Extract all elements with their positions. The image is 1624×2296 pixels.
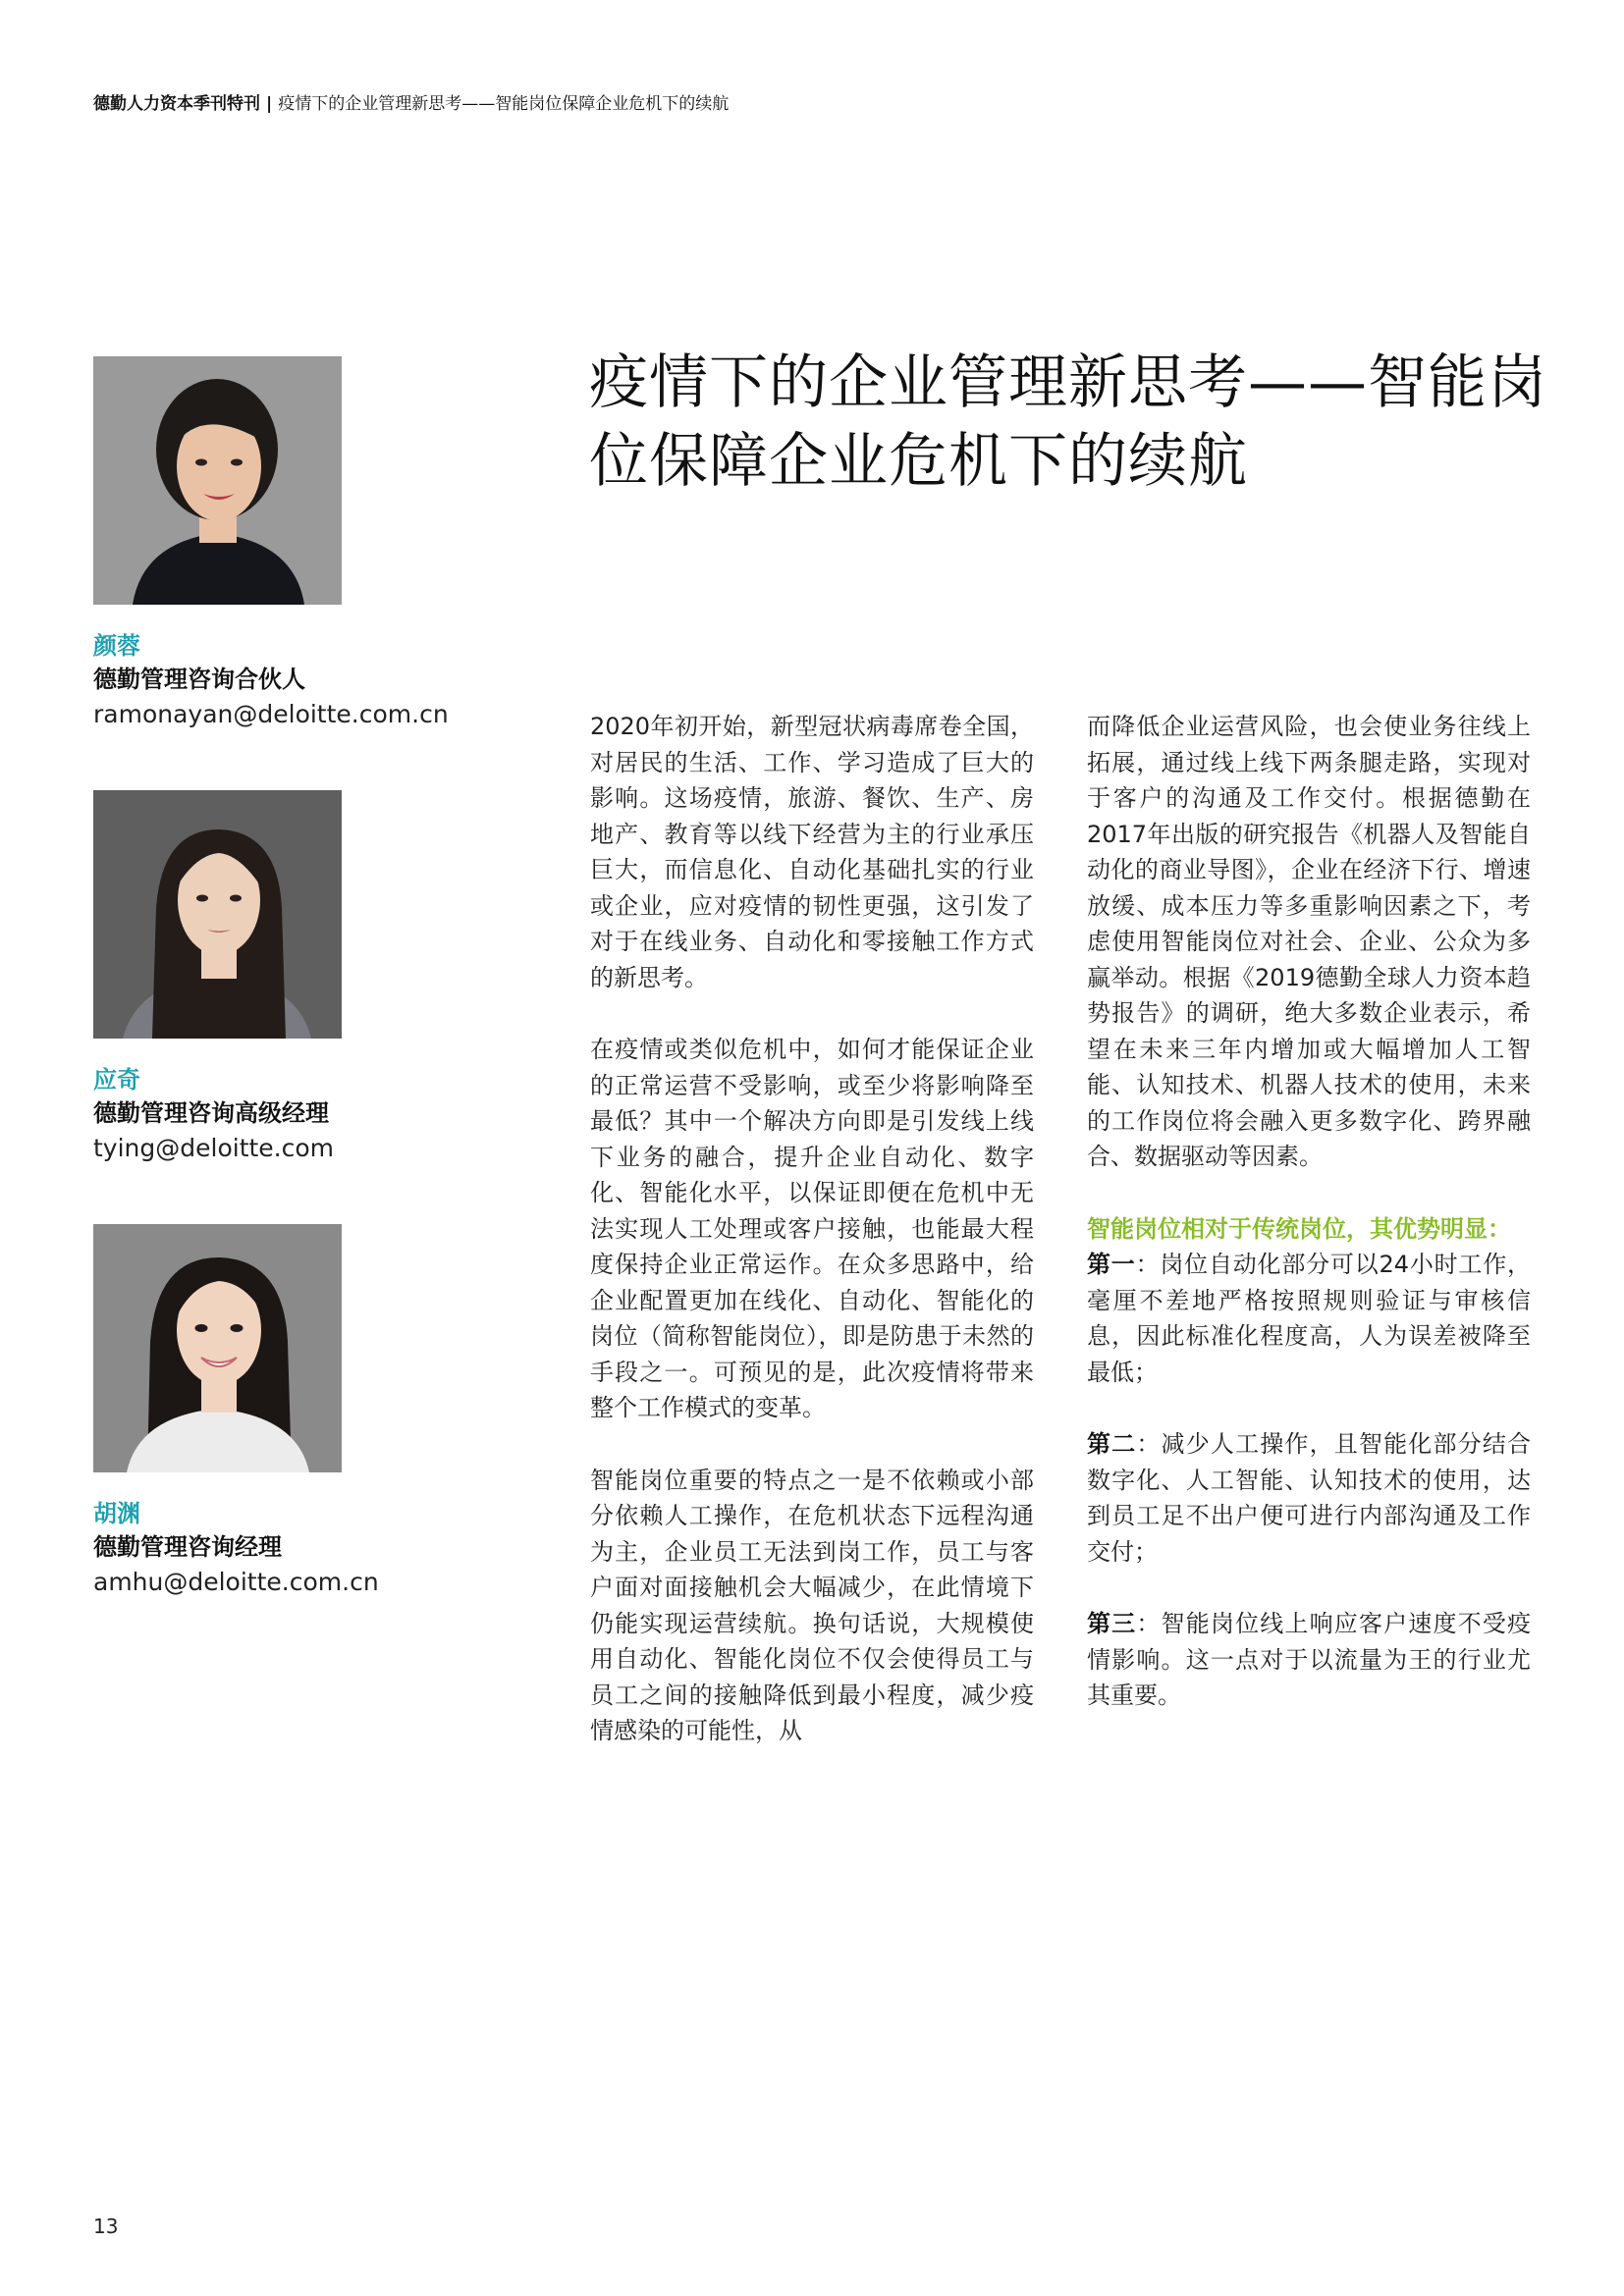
article-title: 疫情下的企业管理新思考——智能岗位保障企业危机下的续航 — [589, 348, 1547, 496]
author-card — [93, 356, 506, 732]
author-email[interactable]: ramonayan@deloitte.com.cn — [93, 700, 449, 728]
author-card — [93, 1224, 506, 1600]
author-name: 胡渊 — [93, 1500, 140, 1527]
page-number: 13 — [93, 2215, 119, 2238]
section-title: 疫情下的企业管理新思考——智能岗位保障企业危机下的续航 — [278, 94, 730, 114]
header-separator: | — [266, 94, 273, 114]
advantage-item — [1087, 1606, 1531, 1714]
author-email[interactable]: amhu@deloitte.com.cn — [93, 1568, 379, 1596]
running-header — [93, 92, 729, 116]
author-photo — [93, 1224, 342, 1472]
author-name: 应奇 — [93, 1066, 140, 1094]
body-paragraph: 智能岗位重要的特点之一是不依赖或小部分依赖人工操作，在危机状态下远程沟通为主，企业员工无法到岗工作，员工与客户面对面接触机会大幅减少，在此情境下仍能实现运营续航。换句话说，大规模使用自动化、智能化岗位不仅会使得员工与员工之间的接触降低到最小程度，减少疫情感染的可能性，从 — [590, 1466, 1034, 1744]
author-photo — [93, 790, 342, 1039]
portrait-image — [93, 356, 342, 605]
author-photo — [93, 356, 342, 605]
portrait-image — [93, 790, 342, 1039]
author-email[interactable]: tying@deloitte.com — [93, 1134, 335, 1162]
advantage-text: ：岗位自动化部分可以24小时工作，毫厘不差地严格按照规则验证与审核信息，因此标准化程度高，人为误差被降至最低； — [1087, 1251, 1532, 1386]
article-column-right — [1087, 709, 1531, 1750]
advantage-item — [1087, 1247, 1531, 1390]
advantages-heading: 智能岗位相对于传统岗位，其优势明显： — [1087, 1214, 1511, 1243]
portrait-image — [93, 1224, 342, 1472]
advantage-text: ：减少人工操作，且智能化部分结合数字化、人工智能、认知技术的使用，达到员工足不出户便可进行内部沟通及工作交付； — [1087, 1430, 1532, 1566]
author-name: 颜蓉 — [93, 632, 140, 660]
author-card — [93, 790, 506, 1166]
advantage-lead: 第三 — [1087, 1610, 1137, 1637]
body-paragraph: 在疫情或类似危机中，如何才能保证企业的正常运营不受影响，或至少将影响降至最低？其中一个解决方向即是引发线上线下业务的融合，提升企业自动化、数字化、智能化水平，以保证即便在危机中无法实现人工处理或客户接触，也能最大程度保持企业正常运作。在众多思路中，给企业配置更加在线化、自动化、智能化的岗位（简称智能岗位），即是防患于未然的手段之一。可预见的是，此次疫情将带来整个工作模式的变革。 — [590, 1036, 1034, 1421]
body-paragraph: 而降低企业运营风险，也会使业务往线上拓展，通过线上线下两条腿走路，实现对于客户的沟通及工作交付。根据德勤在2017年出版的研究报告《机器人及智能自动化的商业导图》，企业在经济下行、增速放缓、成本压力等多重影响因素之下，考虑使用智能岗位对社会、企业、公众为多赢举动。根据《2019德勤全球人力资本趋势报告》的调研，绝大多数企业表示，希望在未来三年内增加或大幅增加人工智能、认知技术、机器人技术的使用，未来的工作岗位将会融入更多数字化、跨界融合、数据驱动等因素。 — [1087, 713, 1531, 1170]
advantage-lead: 第一 — [1087, 1251, 1136, 1278]
advantage-lead: 第二 — [1087, 1430, 1137, 1458]
author-role: 德勤管理咨询合伙人 — [93, 666, 305, 693]
body-paragraph: 2020年初开始，新型冠状病毒席卷全国，对居民的生活、工作、学习造成了巨大的影响。这场疫情，旅游、餐饮、生产、房地产、教育等以线下经营为主的行业承压巨大，而信息化、自动化基础扎实的行业或企业，应对疫情的韧性更强，这引发了对于在线业务、自动化和零接触工作方式的新思考。 — [590, 713, 1034, 991]
author-role: 德勤管理咨询经理 — [93, 1533, 282, 1561]
author-role: 德勤管理咨询高级经理 — [93, 1099, 329, 1127]
publication-name: 德勤人力资本季刊特刊 — [93, 94, 260, 114]
advantage-item — [1087, 1426, 1531, 1570]
advantage-text: ：智能岗位线上响应客户速度不受疫情影响。这一点对于以流量为王的行业尤其重要。 — [1087, 1610, 1532, 1709]
article-column-left — [590, 709, 1034, 1786]
